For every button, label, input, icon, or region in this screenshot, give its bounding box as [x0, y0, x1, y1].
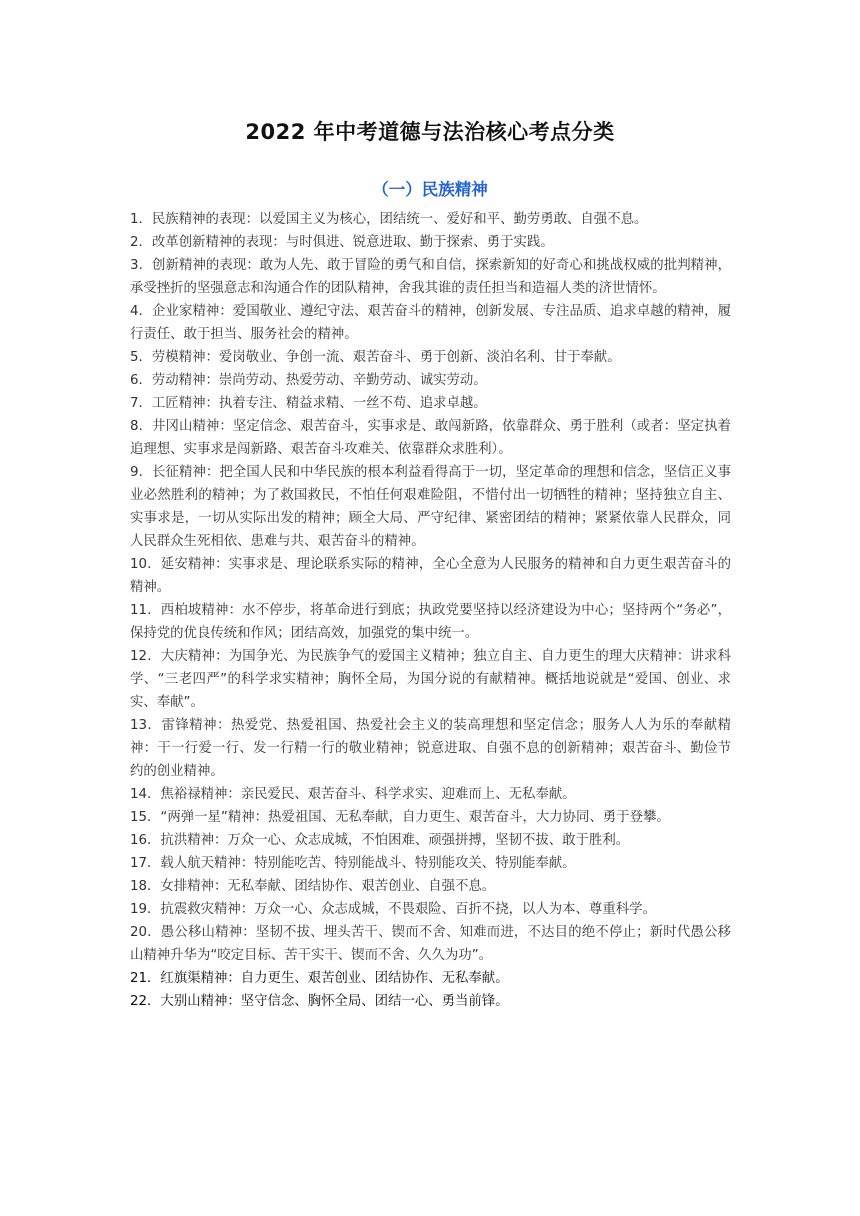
list-item: 14．焦裕禄精神：亲民爱民、艰苦奋斗、科学求实、迎难而上、无私奉献。: [130, 787, 576, 802]
list-item: 10．延安精神：实事求是、理论联系实际的精神，全心全意为人民服务的精神和自力更生艰苦奋斗的精神。: [130, 557, 731, 595]
list-item: 4．企业家精神：爱国敬业、遵纪守法、艰苦奋斗的精神，创新发展、专注品质、追求卓越的精神，履行责任、敢于担当、服务社会的精神。: [130, 304, 731, 342]
list-item: 7．工匠精神：执着专注、精益求精、一丝不苟、追求卓越。: [130, 396, 487, 411]
list-item: 9．长征精神：把全国人民和中华民族的根本利益看得高于一切，坚定革命的理想和信念，坚信正义事业必然胜利的精神；为了救国救民，不怕任何艰难险阻，不惜付出一切牺牲的精神；坚持独立自主、实事求是，一切从实际出发的精神；顾全大局、严守纪律、紧密团结的精神；紧紧依靠人民群众，同人民群众生死相依、患难与共、艰苦奋斗的精神。: [130, 465, 731, 549]
list-item: 13．雷锋精神：热爱党、热爱祖国、热爱社会主义的装高理想和坚定信念；服务人人为乐的奉献精神：干一行爱一行、发一行精一行的敬业精神；锐意进取、自强不息的创新精神；艰苦奋斗、勤俭节约的创业精神。: [130, 718, 731, 779]
list-item: 15．“两弹一星”精神：热爱祖国、无私奉献，自力更生、艰苦奋斗，大力协同、勇于登攀。: [130, 810, 670, 825]
document-title: 2022 年中考道德与法治核心考点分类: [245, 120, 615, 144]
list-item: 6．劳动精神：崇尚劳动、热爱劳动、辛勤劳动、诚实劳动。: [130, 373, 487, 388]
list-item: 16．抗洪精神：万众一心、众志成城，不怕困难、顽强拼搏，坚韧不拔、敢于胜利。: [130, 833, 630, 848]
list-item: 3．创新精神的表现：敢为人先、敢于冒险的勇气和自信，探索新知的好奇心和挑战权威的批判精神，承受挫折的坚强意志和沟通合作的团队精神，舍我其谁的责任担当和造福人类的济世情怀。: [130, 258, 731, 296]
section-heading: （一）民族精神: [372, 180, 488, 199]
list-item: 8．井冈山精神：坚定信念、艰苦奋斗，实事求是、敢闯新路，依靠群众、勇于胜利（或者：坚定执着追理想、实事求是闯新路、艰苦奋斗攻难关、依靠群众求胜利）。: [130, 419, 731, 457]
list-item: 20．愚公移山精神：坚韧不拔、埋头苦干、锲而不舍、知难而进，不达目的绝不停止；新时代愚公移山精神升华为“咬定目标、苦干实干、锲而不舍、久久为功”。: [130, 925, 731, 963]
list-item: 11．西柏坡精神：水不停步，将革命进行到底；执政党要坚持以经济建设为中心；坚持两个“务必”，保持党的优良传统和作风；团结高效，加强党的集中统一。: [130, 603, 731, 641]
list-item: 21．红旗渠精神：自力更生、艰苦创业、团结协作、无私奉献。: [130, 971, 509, 986]
list-item: 1．民族精神的表现：以爱国主义为核心，团结统一、爱好和平、勤劳勇敢、自强不息。: [130, 212, 648, 227]
list-item: 12．大庆精神：为国争光、为民族争气的爱国主义精神；独立自主、自力更生的理大庆精神：讲求科学、“三老四严”的科学求实精神；胸怀全局，为国分说的有献精神。概括地说就是“爱国、创业、求实、奉献”。: [130, 649, 731, 710]
list-item: 19．抗震救灾精神：万众一心、众志成城，不畏艰险、百折不挠，以人为本、尊重科学。: [130, 902, 656, 917]
list-item: 5．劳模精神：爱岗敬业、争创一流、艰苦奋斗、勇于创新、淡泊名利、甘于奉献。: [130, 350, 621, 365]
list-item: 17．载人航天精神：特别能吃苦、特别能战斗、特别能攻关、特别能奉献。: [130, 856, 576, 871]
list-item: 18．女排精神：无私奉献、团结协作、艰苦创业、自强不息。: [130, 879, 496, 894]
item-list: [130, 208, 731, 1013]
list-item: 2．改革创新精神的表现：与时俱进、锐意进取、勤于探索、勇于实践。: [130, 235, 554, 250]
list-item: 22．大别山精神：坚守信念、胸怀全局、团结一心、勇当前锋。: [130, 994, 509, 1009]
